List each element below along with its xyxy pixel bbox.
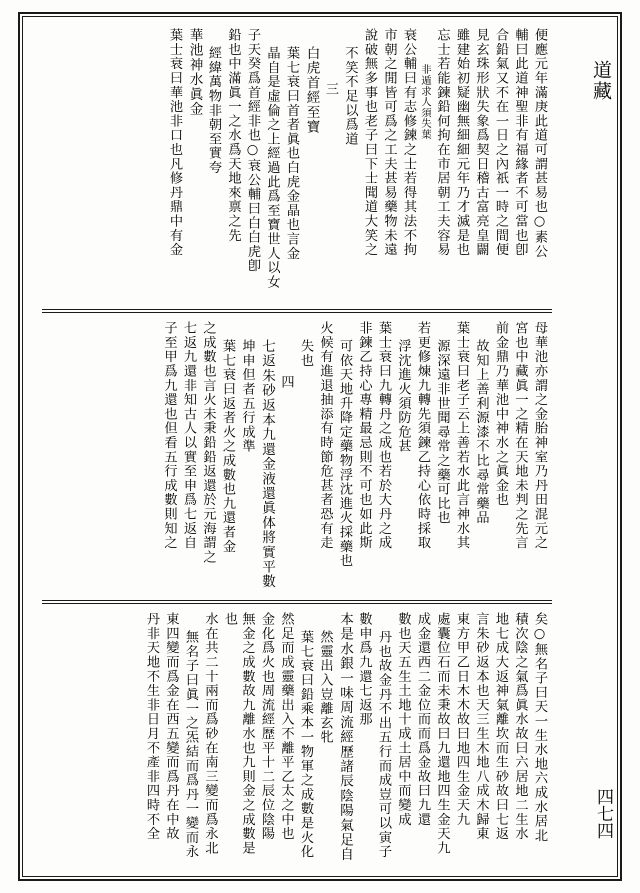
text-column: 葉七衰曰返者火之成數也九還者金 (220, 339, 235, 554)
text-column: 無金之成數故九離水也九則金之成數是也 (222, 612, 255, 856)
text-column: 七返九還非知古人以實至申爲七返自 (181, 321, 196, 550)
text-column: 忘士若能鍊鉛何拘在市居朝工夫容易 (434, 28, 450, 257)
text-column: 金化爲火也周流經歷平十二辰位陰陽 (259, 612, 274, 841)
text-column: 坤申但者五行成準 (239, 339, 255, 454)
text-column: 葉士衰曰老子云上善若水此言神水其 (454, 321, 469, 550)
text-column: 母華池亦謂之金胎神室乃丹田混元之 (532, 321, 547, 550)
text-column-note: 非遁求人須失葉 (419, 64, 431, 140)
text-column: 葉七衰曰首者眞也白虎金晶也言金 (284, 46, 299, 261)
text-column: 子至甲爲九還也但看五行成數則知之 (161, 321, 177, 550)
text-column: 矣○無名子曰天一生水地六成水居北 (532, 612, 547, 843)
text-column: 晶自是虛倫之上經過此爲至寶世人以女 (264, 46, 280, 290)
text-column-heading: 本是水銀一味周流經歷諸辰陰陽氣足自 (337, 612, 353, 862)
text-column: 地七成大返神氣離坎而生砂故曰七返 (493, 612, 508, 841)
text-column: 無名子曰眞一之炁結而爲丹一變而永 (183, 630, 198, 859)
text-column: 然靈出入豈離玄牝 (317, 630, 333, 745)
register-middle (42, 312, 552, 601)
text-column: 非鍊乙持心專精最忌則不可也如此斯 (356, 321, 372, 550)
text-column: 說破無多事也老子曰下士聞道大笑之 (362, 28, 377, 257)
text-column: 葉士衰曰九轉丹之成也若於大丹之成 (376, 321, 391, 550)
register-top (42, 20, 552, 310)
collection-title: 道藏 (590, 60, 612, 102)
text-column: 經緯萬物非朝至實夸 (206, 46, 221, 175)
text-column: 見玄珠形狀失象爲契日稽古富亮皇闢 (473, 28, 489, 257)
text-body (42, 20, 552, 873)
margin-strip (550, 18, 616, 875)
text-column: 輔曰此道神聖非有福緣者不可當也卽 (512, 28, 528, 257)
text-column: 源深遠非世聞尋常之藥可比也 (434, 339, 450, 525)
text-column: 市朝之閒皆可爲之工夫甚易藥物未遠 (381, 28, 397, 257)
text-column: 鉛也中滿眞一之水爲天地來禀之先 (225, 28, 241, 243)
register-bottom (42, 603, 552, 873)
text-column: 浮沈進火須防危甚 (395, 339, 411, 454)
text-column: 便應元年滿庚此道可謂甚易也○素公 (532, 28, 547, 259)
text-column-heading: 華池神水眞金 (186, 28, 203, 117)
text-column: 然足而成靈藥出入不離平乙太之中也 (278, 612, 294, 841)
section-number: 三 (323, 82, 338, 97)
text-column: 若更修煉九轉先須鍊乙持心依時採取 (415, 321, 430, 550)
text-column: 失也 (298, 339, 313, 368)
text-column: 成金還西二金位而而爲金故曰九還 (415, 612, 430, 827)
text-column: 積次陰之氣爲眞水故曰六居地二生水 (512, 612, 528, 841)
text-column: 火候有進退抽添有時節危甚者恐有走 (317, 321, 333, 550)
text-column: 前金鼎乃華池中神水之眞金也 (493, 321, 508, 507)
text-column: 雖建始初疑幽無細細元年乃才滅是也 (454, 28, 469, 257)
text-column: 處囊位石而未秉故曰九還地四生金天九 (434, 612, 450, 856)
folio-number: 四七四 (593, 788, 613, 839)
text-column: 不笑不足以爲道 (342, 46, 358, 147)
text-column: 衰公輔曰有志修鍊之士若得其法不拘 (401, 28, 416, 257)
section-number: 四 (278, 375, 294, 390)
text-column: 數也天五生土地十成土居中而變成 (395, 612, 411, 827)
text-column: 葉士衰曰華池非口也凡修丹鼎中有金 (167, 28, 182, 257)
register-middle-columns (46, 321, 548, 594)
register-bottom-columns (46, 612, 548, 867)
text-column: 言朱砂返本也天三生木地八成木歸東 (473, 612, 489, 841)
text-column: 水在共二十兩而爲砂在南三變而爲永北 (202, 612, 218, 856)
text-column-heading: 白虎首經至寶 (303, 46, 320, 135)
text-column: 合鉛氣又不在一日之內祇一時之間便 (493, 28, 508, 257)
text-column: 宮也中藏眞一之精在天地未判之先言 (512, 321, 528, 550)
text-column: 丹非天地不生非日月不產非四時不全 (144, 612, 159, 841)
text-column: 東四變而爲金在西五變而爲丹在中故 (163, 612, 179, 841)
text-column: 丹也故金丹不出五行而成豈可以寅子 (376, 630, 391, 859)
text-column-heading: 七返朱砂返本九還金液還眞体將實平數 (259, 339, 275, 589)
text-column: 故知上善利源漆不比尋常藥品 (473, 339, 489, 525)
text-column: 東方甲乙日木木故曰地四生金天九 (454, 612, 469, 827)
text-column: 數申爲九還七返那 (356, 612, 372, 727)
text-column: 可依天地升降定藥物浮沈進火採藥也 (337, 339, 352, 568)
text-column: 之成數也言火未秉鉛鉛返還於元海謂之 (200, 321, 216, 565)
register-top-columns (46, 28, 548, 303)
text-column: 葉七衰曰鉛乘本一物軍之成數是火化 (298, 630, 313, 859)
text-column: 子天癸爲首經非也○衰公輔曰白白虎卽 (245, 28, 260, 273)
